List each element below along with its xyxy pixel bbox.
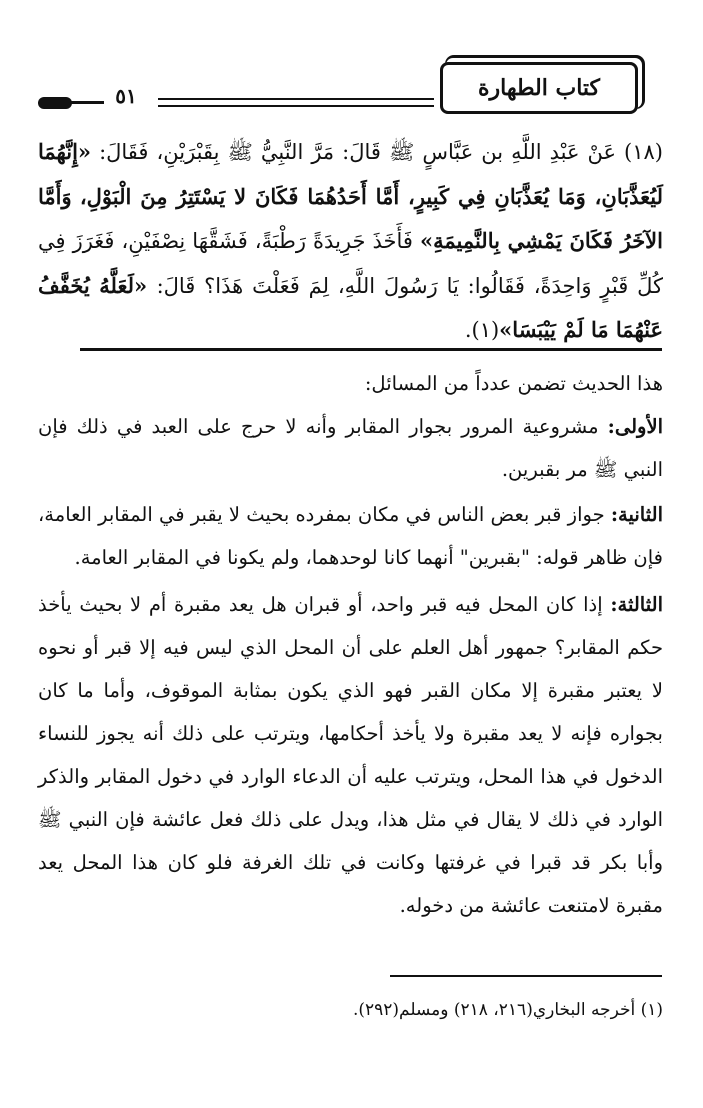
issue-second xyxy=(38,493,663,579)
page-number: ٥١ xyxy=(115,84,137,108)
commentary-intro: هذا الحديث تضمن عدداً من المسائل: xyxy=(364,372,663,395)
footnote-ref: (١). xyxy=(464,318,500,342)
issue-third-label: الثالثة: xyxy=(610,593,663,616)
hadith-quote-3: «لَعَلَّهُ يُخَفَّفُ xyxy=(38,272,157,298)
hadith-quote-1: «إِنَّهُمَا لَيُعَذَّبَانِ، وَمَا يُعَذَّبَانِ فِي كَبِيرٍ، أَمَّا أَحَدُهُمَا فَكَانَ لا يَسْتَتِرُ مِنَ الْبَوْلِ، xyxy=(38,139,663,209)
hadith-text xyxy=(38,130,663,353)
hadith-intro: (١٨) عَنْ عَبْدِ اللَّهِ بن عَبَّاسٍ ﷺ قَالَ: مَرَّ النَّبِيُّ ﷺ بِقَبْرَيْنِ، فَقَالَ: xyxy=(99,140,663,164)
issue-first-label: الأولى: xyxy=(607,415,663,438)
header-rule-bottom xyxy=(158,105,434,107)
hadith-quote-4: عَنْهُمَا مَا لَمْ يَيْبَسَا» xyxy=(499,317,663,342)
section-divider xyxy=(80,348,662,351)
issue-second-label: الثانية: xyxy=(610,503,663,526)
hadith-narration-2: كُلِّ قَبْرٍ وَاحِدَةً، فَقَالُوا: يَا رَسُولَ اللَّهِ، لِمَ فَعَلْتَ هَذَا؟ قَالَ: xyxy=(156,273,663,298)
commentary xyxy=(38,362,663,927)
footnote: (١) أخرجه البخاري(٢١٦، ٢١٨) ومسلم(٢٩٢). xyxy=(352,1000,663,1020)
issue-first-text: مشروعية المرور بجوار المقابر وأنه لا حرج على العبد في ذلك فإن النبي ﷺ مر بقبرين. xyxy=(38,415,663,481)
header-rule-top xyxy=(158,98,434,100)
header-ornament-line xyxy=(70,101,104,104)
issue-third-text: إذا كان المحل فيه قبر واحد، أو قبران هل يعد مقبرة أم لا بحيث يأخذ حكم المقابر؟ جمهور أهل العلم على أن المحل الذي ليس فيه إلا قبر أو نحوه لا يعتبر مقبرة إلا مكان القبر فهو الذي يكون بمثابة الموقوف، وأما ما كان بجواره فإنه لا يعد مقبرة ولا يأخذ أحكامها، ويترتب على ذلك أنه يجوز للنساء الدخول في هذا المحل، ويترتب عليه أن الدعاء الوارد في دخول المقابر والذكر الوارد في ذلك لا يقال في مثل هذا، ويدل على ذلك فعل عائشة فإن النبي ﷺ وأبا بكر قد قبرا في غرفتها وكانت في تلك الغرفة فلو كان هذا المحل يعد مقبرة لامتنعت عائشة من دخوله. xyxy=(38,593,663,917)
issue-first xyxy=(38,405,663,491)
hadith-quote-2: وَأَمَّا الآخَرُ فَكَانَ يَمْشِي بِالنَّمِيمَةِ» xyxy=(38,183,663,253)
issue-third xyxy=(38,583,663,927)
issue-second-text: جواز قبر بعض الناس في مكان بمفرده بحيث لا يقبر في المقابر العامة، فإن ظاهر قوله: "بقبرين" أنهما كانا لوحدهما، ولم يكونا في المقابر العامة. xyxy=(38,503,663,569)
book-title: كتاب الطهارة xyxy=(477,75,601,101)
book-title-box xyxy=(440,62,638,114)
footnote-rule xyxy=(390,975,662,977)
header-ornament xyxy=(38,97,72,109)
hadith-narration-1: فَأَخَذَ جَرِيدَةً رَطْبَةً، فَشَقَّهَا نِصْفَيْنِ، فَغَرَزَ فِي xyxy=(38,229,420,253)
